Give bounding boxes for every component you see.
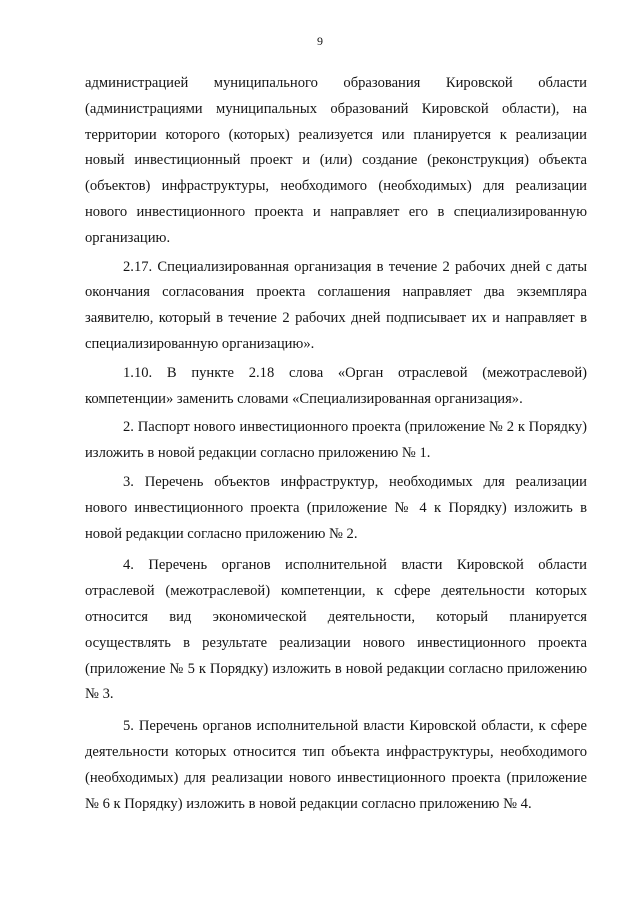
paragraph-continuation: администрацией муниципального образования Кировской области (администрациями муниципальных образований Кировской области), на территории которого (которых) реализуется или планируется к реализации новый инвестиционный проект и (или) создание (реконструкция) объекта (объектов) инфраструктуры, необходимого (необходимых) для реализации нового инвестиционного проекта и направляет его в специализированную организацию. bbox=[85, 75, 587, 246]
paragraph-5: 5. Перечень органов исполнительной власти Кировской области, к сфере деятельности которых относится тип объекта инфраструктуры, необходимого (необходимых) для реализации нового инвестиционного проекта (приложение № 6 к Порядку) изложить в новой редакции согласно приложению № 4. bbox=[85, 718, 587, 812]
paragraph-1-10: 1.10. В пункте 2.18 слова «Орган отраслевой (межотраслевой) компетенции» заменить словами «Специализированная организация». bbox=[85, 364, 587, 407]
paragraph-4: 4. Перечень органов исполнительной власти Кировской области отраслевой (межотраслевой) компетенции, к сфере деятельности которых относится вид экономической деятельности, который планируется осуществлять в результате реализации нового инвестиционного проекта (приложение № 5 к Порядку) изложить в новой редакции согласно приложению № 3. bbox=[85, 557, 587, 703]
paragraph-3: 3. Перечень объектов инфраструктур, необходимых для реализации нового инвестиционного проекта (приложение № 4 к Порядку) изложить в новой редакции согласно приложению № 2. bbox=[85, 473, 587, 542]
paragraph-2: 2. Паспорт нового инвестиционного проекта (приложение № 2 к Порядку) изложить в новой редакции согласно приложению № 1. bbox=[85, 419, 587, 462]
paragraph-2-17: 2.17. Специализированная организация в течение 2 рабочих дней с даты окончания согласования проекта соглашения направляет два экземпляра заявителю, который в течение 2 рабочих дней подписывает их и направляет в специализированную организацию». bbox=[85, 258, 587, 352]
page-number: 9 bbox=[317, 34, 323, 48]
document-body bbox=[85, 71, 587, 817]
